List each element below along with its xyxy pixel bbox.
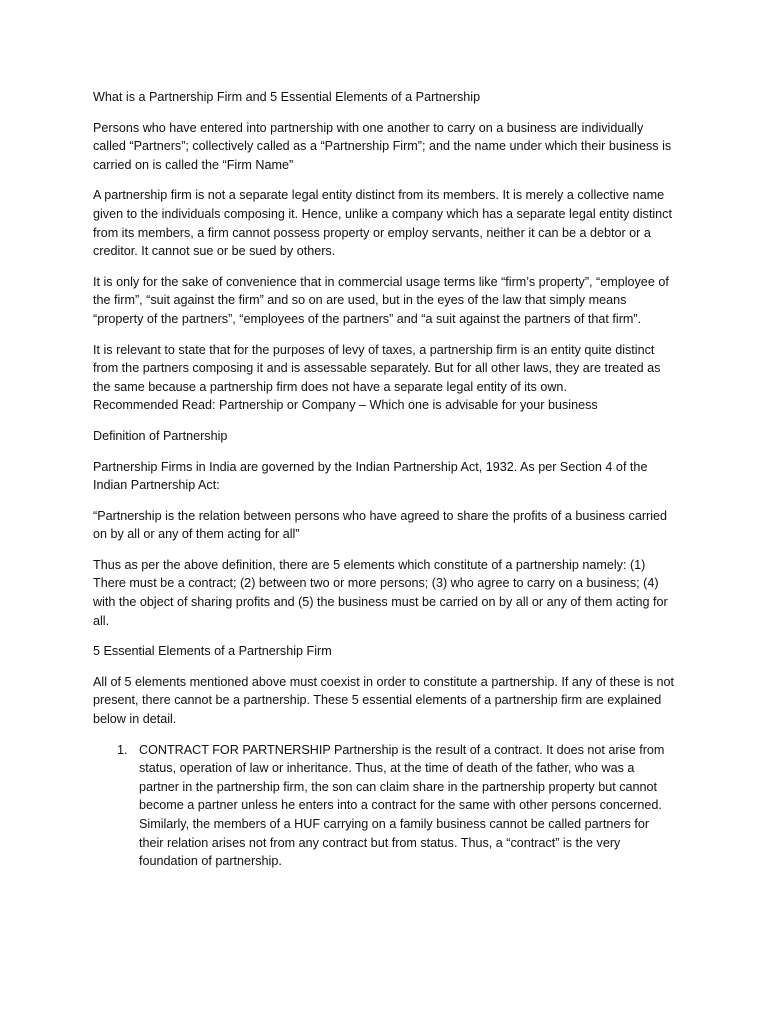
- definition-quote: “Partnership is the relation between persons who have agreed to share the profits of a business carried on by all or any of them acting for all”: [93, 508, 668, 542]
- list-item-number: 1.: [117, 742, 128, 757]
- list-item: [93, 741, 675, 871]
- intro-paragraph: A partnership firm is not a separate legal entity distinct from its members. It is merely a collective name given to the individuals composing it. Hence, unlike a company which has a separate legal entity distinct from its members, a firm cannot possess property or employ servants, neither it can be a debtor or a creditor. It cannot sue or be sued by others.: [93, 188, 672, 259]
- elements-list: [93, 741, 675, 871]
- document-title: What is a Partnership Firm and 5 Essential Elements of a Partnership: [93, 90, 481, 104]
- intro-paragraph: It is only for the sake of convenience that in commercial usage terms like “firm’s property”, “employee of the firm”, “suit against the firm” and so on are used, but in the eyes of the law that simply means “property of the partners”, “employees of the partners” and “a suit against the partners of that firm”.: [93, 274, 669, 326]
- intro-paragraph: It is relevant to state that for the purposes of levy of taxes, a partnership firm is an entity quite distinct from the partners composing it and is assessable separately. But for all other laws, they are treated as the same because a partnership firm does not have a separate legal entity of its own.: [93, 342, 661, 394]
- list-item-continuation: Similarly, the members of a HUF carrying on a family business cannot be called partners for their relation arises not from any contract but from status. Thus, a “contract” is the very foundation of partnership.: [139, 817, 650, 869]
- list-item-text: CONTRACT FOR PARTNERSHIP Partnership is the result of a contract. It does not arise from status, operation of law or inheritance. Thus, at the time of death of the father, who was a partner in the partnership firm, the son can claim share in the partnership property but cannot become a partner unless he enters into a contract for the same with other persons concerned.: [139, 742, 665, 813]
- definition-paragraph: Thus as per the above definition, there are 5 elements which constitute of a partnership namely: (1) There must be a contract; (2) between two or more persons; (3) who agree to carry on a business; (4) with the object of sharing profits and (5) the business must be carried on by all or any of them acting for all.: [93, 557, 668, 628]
- recommended-read-text: Recommended Read: Partnership or Company – Which one is advisable for your business: [93, 398, 598, 413]
- intro-paragraph: Persons who have entered into partnership with one another to carry on a business are individually called “Partners”; collectively called as a “Partnership Firm”; and the name under which their business is carried on is called the “Firm Name”: [93, 120, 672, 172]
- elements-heading: 5 Essential Elements of a Partnership Firm: [93, 644, 332, 659]
- definition-heading: Definition of Partnership: [93, 428, 228, 443]
- document-page: [93, 88, 675, 871]
- elements-intro: All of 5 elements mentioned above must coexist in order to constitute a partnership. If any of these is not present, there cannot be a partnership. These 5 essential elements of a partnership firm are explained below in detail.: [93, 674, 675, 727]
- definition-paragraph: Partnership Firms in India are governed by the Indian Partnership Act, 1932. As per Section 4 of the Indian Partnership Act:: [93, 459, 648, 493]
